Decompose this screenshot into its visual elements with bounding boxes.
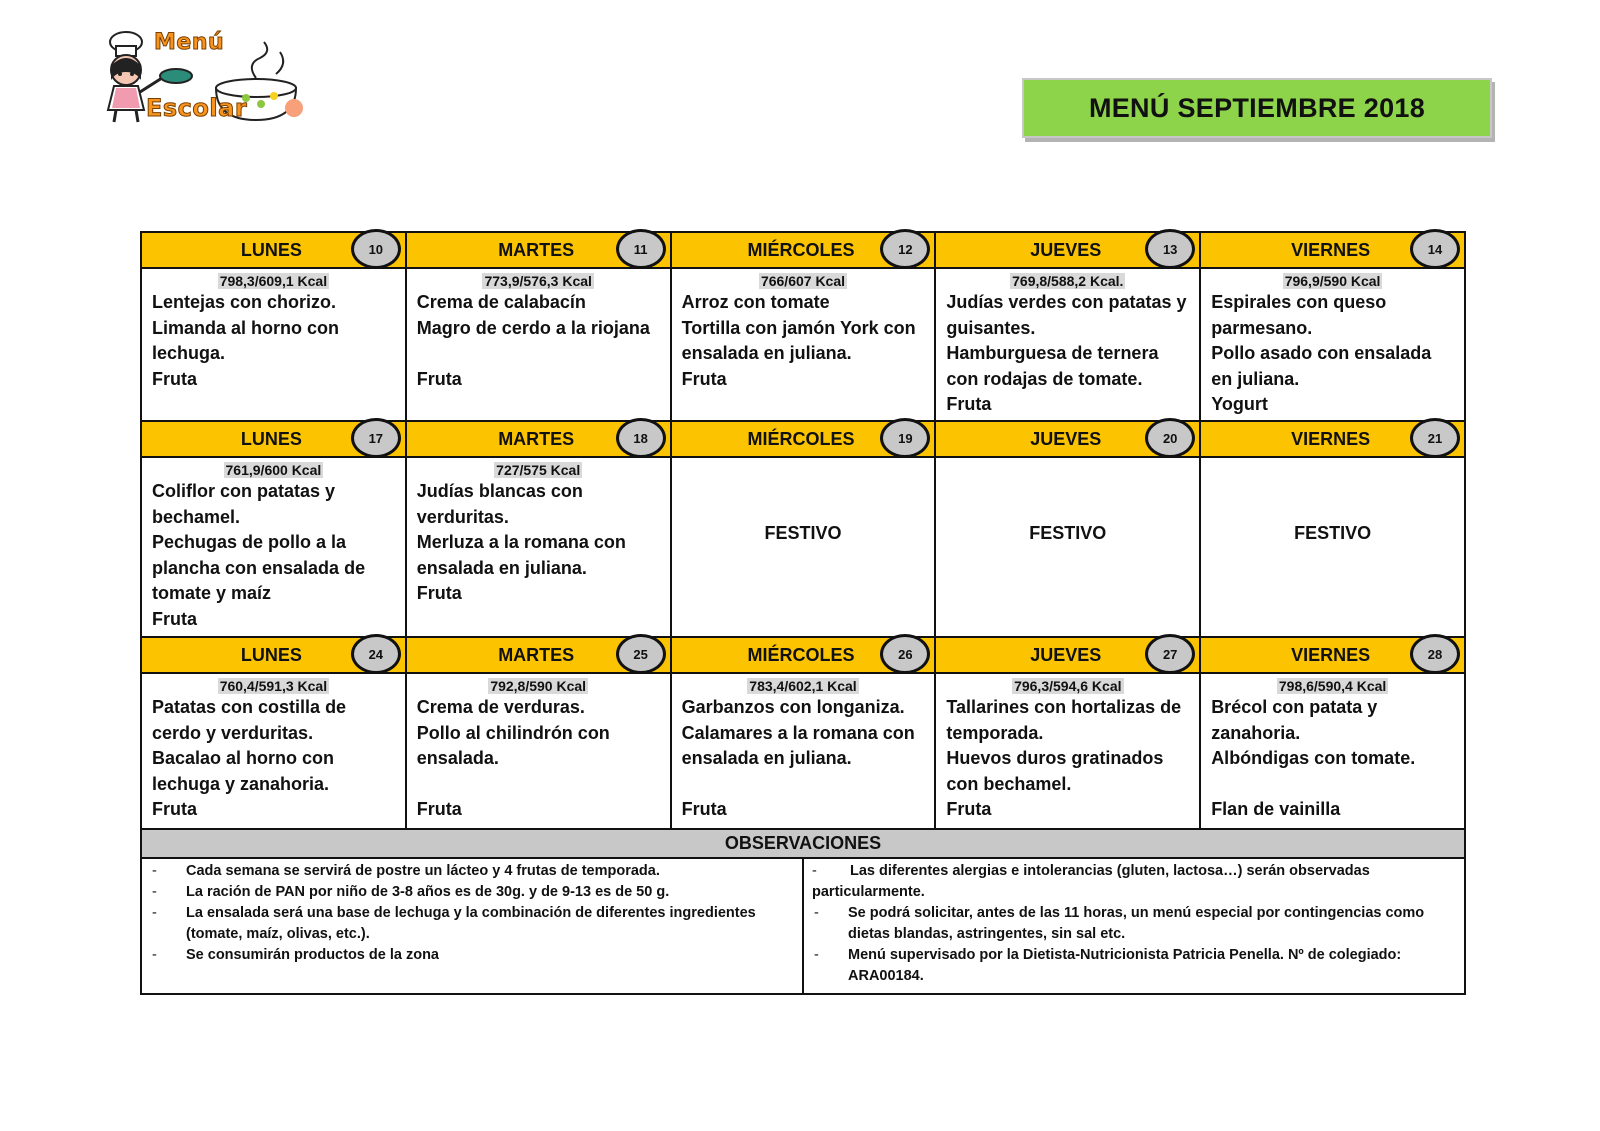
- day-number-badge: 26: [880, 634, 930, 674]
- menu-line: Judías verdes con patatas y guisantes.: [946, 292, 1187, 338]
- menu-line: Judías blancas con verduritas.: [416, 481, 583, 527]
- day-number-badge: 10: [351, 229, 401, 269]
- day-number-badge: 21: [1410, 418, 1460, 458]
- observaciones-body: [142, 857, 1464, 993]
- day-cell: [1199, 422, 1464, 636]
- observaciones-title: OBSERVACIONES: [142, 828, 1464, 857]
- menu-line: Fruta: [681, 799, 727, 819]
- day-menu: [672, 269, 935, 420]
- day-number-badge: 17: [351, 418, 401, 458]
- menu-line: Tallarines con hortalizas de temporada.: [946, 697, 1182, 743]
- kcal-label: 760,4/591,3 Kcal: [219, 678, 328, 694]
- menu-line: Huevos duros gratinados con bechamel.: [946, 748, 1164, 794]
- day-cell: [142, 422, 405, 636]
- day-cell: [934, 233, 1199, 420]
- menu-line: Flan de vainilla: [1211, 799, 1341, 819]
- menu-line: Fruta: [152, 368, 197, 389]
- menu-line: Hamburguesa de ternera con rodajas de tomate.: [946, 343, 1159, 389]
- festivo-label: FESTIVO: [1029, 522, 1107, 543]
- day-menu: [936, 674, 1199, 828]
- day-number-badge: 18: [616, 418, 666, 458]
- day-name: MARTES: [498, 428, 575, 449]
- day-cell: [934, 638, 1199, 828]
- kcal-label: 792,8/590 Kcal: [490, 678, 587, 694]
- menu-line: Magro de cerdo a la riojana: [416, 317, 650, 338]
- menu-line: Limanda al horno con lechuga.: [152, 317, 340, 363]
- menu-line: Fruta: [416, 368, 462, 389]
- kcal-label: 798,6/590,4 Kcal: [1278, 678, 1387, 694]
- day-header: [1201, 638, 1464, 674]
- day-cell: [405, 422, 670, 636]
- observaciones-left: [142, 859, 802, 993]
- day-cell: [142, 638, 405, 828]
- kcal-label: 766/607 Kcal: [760, 273, 846, 289]
- day-number-badge: 27: [1145, 634, 1195, 674]
- menu-line: [417, 341, 660, 367]
- day-number-badge: 24: [351, 634, 401, 674]
- day-name: MARTES: [498, 644, 575, 665]
- day-number-badge: 13: [1145, 229, 1195, 269]
- day-name: LUNES: [240, 239, 302, 260]
- menu-line: Brécol con patata y zanahoria.: [1211, 697, 1378, 743]
- menu-line: Crema de verduras.: [416, 697, 585, 717]
- day-cell: [1199, 638, 1464, 828]
- menu-line: Albóndigas con tomate.: [1211, 748, 1416, 768]
- day-menu: [142, 674, 405, 828]
- kcal-label: 727/575 Kcal: [496, 462, 581, 478]
- menu-line: [1211, 772, 1454, 798]
- day-number-badge: 19: [880, 418, 930, 458]
- observation-item: - Las diferentes alergias e intolerancias (gluten, lactosa…) serán observadas particularmente.: [812, 863, 1370, 900]
- observation-item: - Cada semana se servirá de postre un lácteo y 4 frutas de temporada.: [152, 863, 660, 879]
- kcal-label: 773,9/576,3 Kcal: [484, 273, 592, 289]
- menu-line: Arroz con tomate: [681, 292, 830, 312]
- day-menu: [1201, 269, 1464, 420]
- page-title: MENÚ SEPTIEMBRE 2018: [1022, 78, 1492, 138]
- menu-line: Fruta: [681, 368, 727, 389]
- day-header: [407, 422, 670, 458]
- day-number-badge: 20: [1145, 418, 1195, 458]
- day-menu: [1201, 674, 1464, 828]
- day-header: [936, 638, 1199, 674]
- day-header: [672, 233, 935, 269]
- kcal-label: 798,3/609,1 Kcal: [219, 273, 328, 289]
- observation-item: - Se podrá solicitar, antes de las 11 horas, un menú especial por contingencias como dietas blandas, astringentes, sin sal etc.: [814, 905, 1425, 942]
- day-name: MIÉRCOLES: [747, 428, 855, 449]
- menu-line: Yogurt: [1211, 394, 1268, 414]
- festivo-label: FESTIVO: [1294, 522, 1372, 543]
- observation-item: - Se consumirán productos de la zona: [152, 947, 439, 963]
- kcal-label: 796,3/594,6 Kcal: [1014, 678, 1122, 694]
- menu-line: Fruta: [152, 799, 197, 819]
- menu-line: Merluza a la romana con ensalada en juliana.: [416, 532, 626, 578]
- menu-line: Pollo asado con ensalada en juliana.: [1211, 343, 1432, 389]
- logo-text-escolar: Escolar: [146, 94, 248, 122]
- day-cell: [670, 233, 935, 420]
- logo: [96, 28, 306, 128]
- day-name: MARTES: [498, 239, 575, 260]
- menu-line: Crema de calabacín: [416, 292, 586, 312]
- menu-line: Espirales con queso parmesano.: [1211, 292, 1387, 338]
- day-header: [936, 422, 1199, 458]
- day-header: [672, 638, 935, 674]
- festivo-label: FESTIVO: [764, 522, 842, 543]
- menu-line: Fruta: [416, 583, 462, 603]
- menu-calendar: [140, 231, 1466, 995]
- menu-line: [682, 772, 925, 798]
- menu-line: Fruta: [416, 799, 462, 819]
- observaciones-right: [802, 859, 1464, 993]
- day-header: [142, 233, 405, 269]
- day-name: LUNES: [240, 428, 302, 449]
- menu-line: Calamares a la romana con ensalada en juliana.: [681, 722, 915, 768]
- day-number-badge: 28: [1410, 634, 1460, 674]
- kcal-label: 783,4/602,1 Kcal: [749, 678, 857, 694]
- day-cell: [405, 638, 670, 828]
- menu-line: Lentejas con chorizo.: [152, 292, 337, 312]
- day-name: JUEVES: [1030, 239, 1102, 260]
- week-row: [142, 233, 1464, 420]
- day-number-badge: 25: [616, 634, 666, 674]
- day-name: LUNES: [240, 644, 302, 665]
- day-name: MIÉRCOLES: [747, 644, 855, 665]
- day-header: [407, 233, 670, 269]
- menu-line: Fruta: [946, 799, 992, 819]
- menu-line: Pollo al chilindrón con ensalada.: [416, 722, 610, 768]
- observation-item: - La ración de PAN por niño de 3-8 años es de 30g. y de 9-13 es de 50 g.: [152, 884, 670, 900]
- menu-line: Fruta: [946, 394, 992, 414]
- day-header: [142, 638, 405, 674]
- day-number-badge: 12: [880, 229, 930, 269]
- day-header: [407, 638, 670, 674]
- kcal-label: 769,8/588,2 Kcal.: [1012, 273, 1124, 289]
- day-menu: [407, 674, 670, 828]
- menu-line: Bacalao al horno con lechuga y zanahoria.: [152, 748, 335, 794]
- day-name: VIERNES: [1291, 239, 1371, 260]
- day-header: [672, 422, 935, 458]
- day-header: [142, 422, 405, 458]
- menu-line: Patatas con costilla de cerdo y verduritas.: [152, 697, 347, 743]
- day-number-badge: 11: [616, 229, 666, 269]
- day-name: VIERNES: [1291, 428, 1371, 449]
- kcal-label: 761,9/600 Kcal: [225, 462, 322, 478]
- day-menu: [142, 458, 405, 636]
- kcal-label: 796,9/590 Kcal: [1284, 273, 1381, 289]
- day-name: JUEVES: [1030, 644, 1102, 665]
- menu-line: Coliflor con patatas y bechamel.: [152, 481, 336, 527]
- day-menu: [407, 458, 670, 636]
- day-cell: [670, 422, 935, 636]
- day-menu: [142, 269, 405, 420]
- day-menu: [407, 269, 670, 420]
- day-name: VIERNES: [1291, 644, 1371, 665]
- menu-line: Tortilla con jamón York con ensalada en juliana.: [681, 317, 916, 363]
- day-cell: [934, 422, 1199, 636]
- week-row: [142, 636, 1464, 828]
- week-row: [142, 420, 1464, 636]
- day-menu: [672, 674, 935, 828]
- day-cell: [670, 638, 935, 828]
- day-name: MIÉRCOLES: [747, 239, 855, 260]
- day-cell: [405, 233, 670, 420]
- day-menu: [936, 269, 1199, 420]
- menu-line: Garbanzos con longaniza.: [681, 697, 905, 717]
- observation-item: - Menú supervisado por la Dietista-Nutricionista Patricia Penella. Nº de colegiado: ARA00184.: [814, 947, 1402, 984]
- day-name: JUEVES: [1030, 428, 1102, 449]
- day-cell: [1199, 233, 1464, 420]
- logo-text-menu: Menú: [154, 30, 225, 55]
- day-number-badge: 14: [1410, 229, 1460, 269]
- day-header: [1201, 233, 1464, 269]
- day-cell: [142, 233, 405, 420]
- day-header: [936, 233, 1199, 269]
- observation-item: - La ensalada será una base de lechuga y la combinación de diferentes ingredientes (tomate, maíz, olivas, etc.).: [152, 905, 756, 942]
- menu-line: Pechugas de pollo a la plancha con ensalada de tomate y maíz: [152, 532, 366, 603]
- menu-line: Fruta: [152, 608, 197, 629]
- menu-line: [417, 772, 660, 798]
- day-header: [1201, 422, 1464, 458]
